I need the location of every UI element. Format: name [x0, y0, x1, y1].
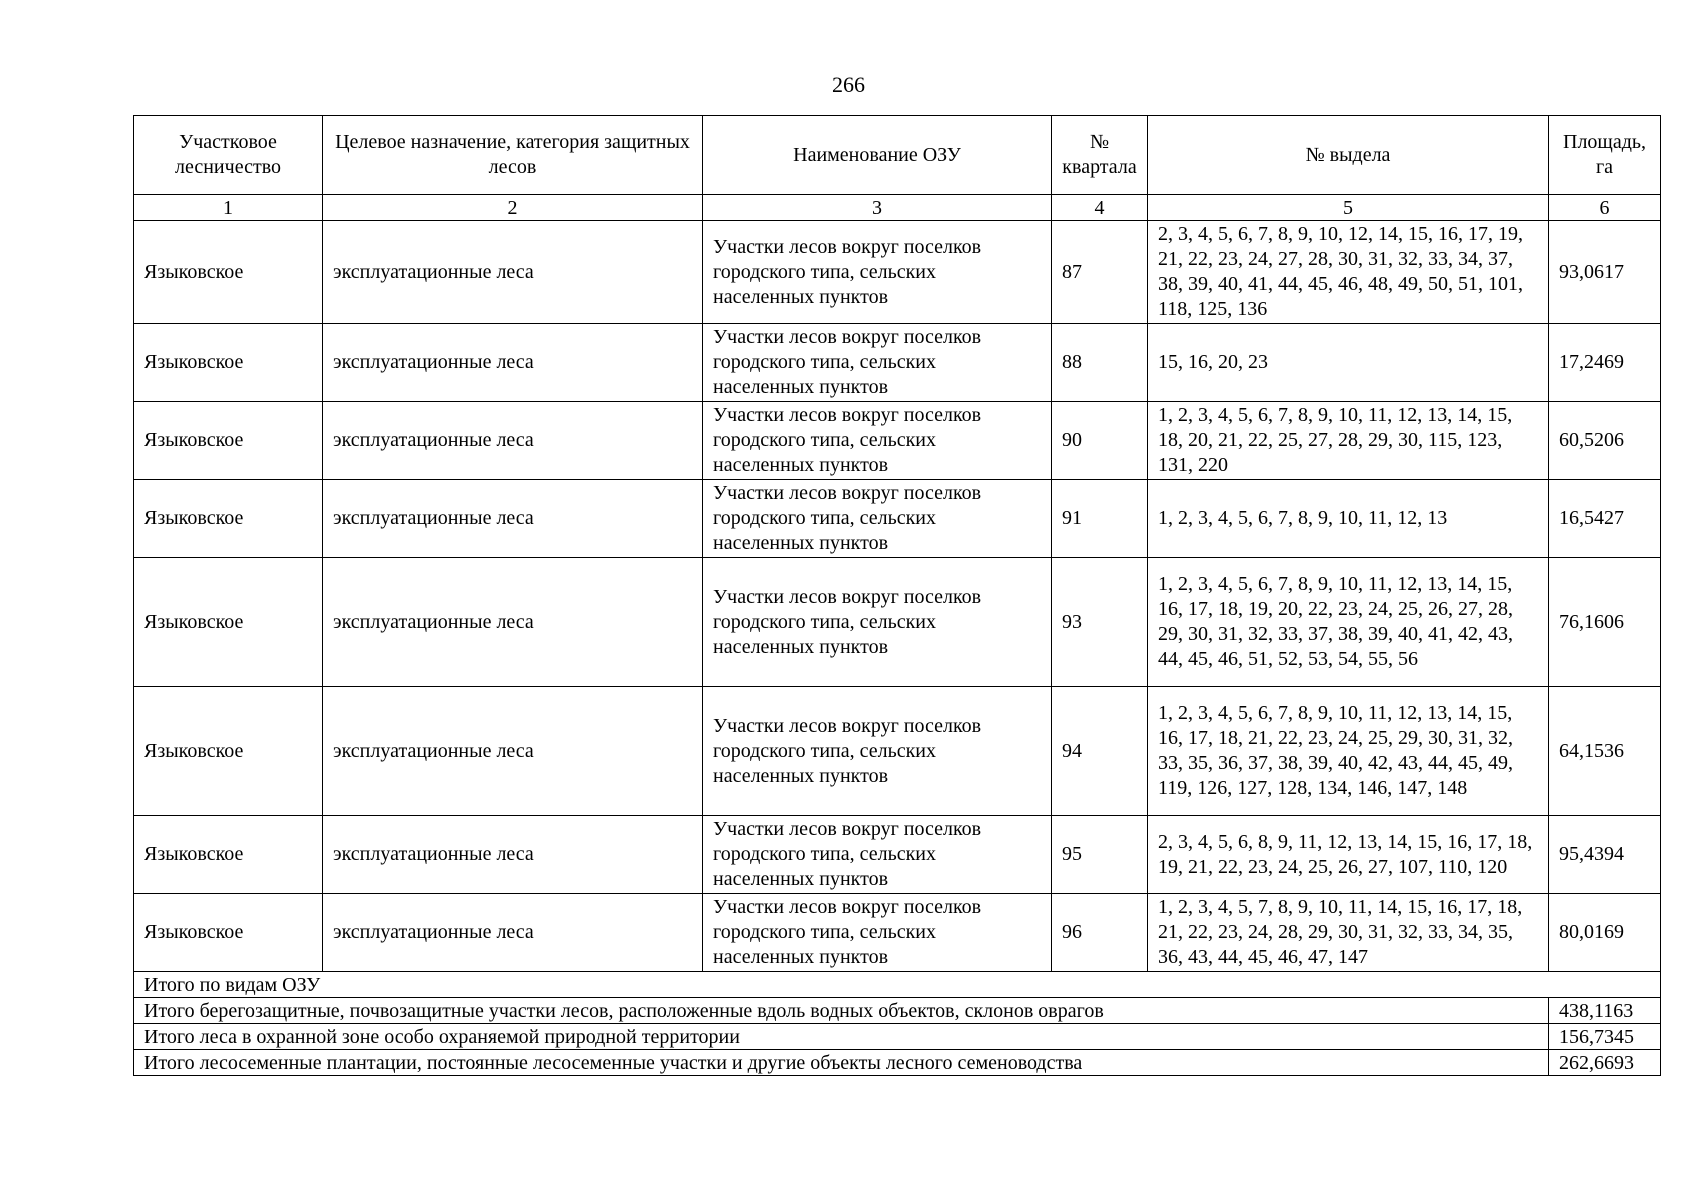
table-row: [134, 402, 1661, 480]
plots-cell: 2, 3, 4, 5, 6, 8, 9, 11, 12, 13, 14, 15, 16, 17, 18, 19, 21, 22, 23, 24, 25, 26, 27, 107, 110, 120: [1148, 816, 1549, 894]
column-number: 5: [1148, 195, 1549, 221]
column-number: 6: [1549, 195, 1661, 221]
area-cell: 16,5427: [1549, 480, 1661, 558]
purpose-cell: эксплуатационные леса: [323, 324, 703, 402]
table-row: [134, 324, 1661, 402]
header-forestry: Участковое лесничество: [134, 116, 323, 195]
ozu-cell: Участки лесов вокруг поселков городского типа, сельских населенных пунктов: [703, 480, 1052, 558]
purpose-cell: эксплуатационные леса: [323, 894, 703, 972]
area-cell: 60,5206: [1549, 402, 1661, 480]
table-row: [134, 221, 1661, 324]
forestry-cell: Языковское: [134, 324, 323, 402]
purpose-cell: эксплуатационные леса: [323, 558, 703, 687]
purpose-cell: эксплуатационные леса: [323, 687, 703, 816]
total-row: [134, 1024, 1661, 1050]
area-cell: 93,0617: [1549, 221, 1661, 324]
column-number: 4: [1052, 195, 1148, 221]
quarter-cell: 93: [1052, 558, 1148, 687]
total-row: [134, 1050, 1661, 1076]
purpose-cell: эксплуатационные леса: [323, 816, 703, 894]
total-label: Итого леса в охранной зоне особо охраняемой природной территории: [134, 1024, 1549, 1050]
ozu-cell: Участки лесов вокруг поселков городского типа, сельских населенных пунктов: [703, 402, 1052, 480]
quarter-cell: 87: [1052, 221, 1148, 324]
plots-cell: 1, 2, 3, 4, 5, 7, 8, 9, 10, 11, 14, 15, 16, 17, 18, 21, 22, 23, 24, 28, 29, 30, 31, 32, 33, 34, 35, 36, 43, 44, 45, 46, 47, 147: [1148, 894, 1549, 972]
ozu-cell: Участки лесов вокруг поселков городского типа, сельских населенных пунктов: [703, 894, 1052, 972]
table-row: [134, 558, 1661, 687]
column-number: 1: [134, 195, 323, 221]
header-plots: № выдела: [1148, 116, 1549, 195]
quarter-cell: 94: [1052, 687, 1148, 816]
ozu-cell: Участки лесов вокруг поселков городского типа, сельских населенных пунктов: [703, 221, 1052, 324]
table-row: [134, 687, 1661, 816]
purpose-cell: эксплуатационные леса: [323, 221, 703, 324]
quarter-cell: 96: [1052, 894, 1148, 972]
plots-cell: 1, 2, 3, 4, 5, 6, 7, 8, 9, 10, 11, 12, 13, 14, 15, 18, 20, 21, 22, 25, 27, 28, 29, 30, 115, 123, 131, 220: [1148, 402, 1549, 480]
ozu-cell: Участки лесов вокруг поселков городского типа, сельских населенных пунктов: [703, 687, 1052, 816]
plots-cell: 1, 2, 3, 4, 5, 6, 7, 8, 9, 10, 11, 12, 13: [1148, 480, 1549, 558]
table-row: [134, 816, 1661, 894]
ozu-cell: Участки лесов вокруг поселков городского типа, сельских населенных пунктов: [703, 558, 1052, 687]
total-value: 438,1163: [1549, 998, 1661, 1024]
header-area: Площадь, га: [1549, 116, 1661, 195]
quarter-cell: 91: [1052, 480, 1148, 558]
header-quarter: № квартала: [1052, 116, 1148, 195]
total-label: Итого берегозащитные, почвозащитные участки лесов, расположенные вдоль водных объектов, склонов оврагов: [134, 998, 1549, 1024]
ozu-table: [133, 115, 1661, 1076]
plots-cell: 1, 2, 3, 4, 5, 6, 7, 8, 9, 10, 11, 12, 13, 14, 15, 16, 17, 18, 21, 22, 23, 24, 25, 29, 30, 31, 32, 33, 35, 36, 37, 38, 39, 40, 42, 43, 44, 45, 49, 119, 126, 127, 128, 134, 146, 147, 148: [1148, 687, 1549, 816]
total-label: Итого лесосеменные плантации, постоянные лесосеменные участки и другие объекты лесного семеноводства: [134, 1050, 1549, 1076]
totals-heading: Итого по видам ОЗУ: [134, 972, 1661, 998]
plots-cell: 1, 2, 3, 4, 5, 6, 7, 8, 9, 10, 11, 12, 13, 14, 15, 16, 17, 18, 19, 20, 22, 23, 24, 25, 26, 27, 28, 29, 30, 31, 32, 33, 37, 38, 39, 40, 41, 42, 43, 44, 45, 46, 51, 52, 53, 54, 55, 56: [1148, 558, 1549, 687]
table-row: [134, 480, 1661, 558]
forestry-cell: Языковское: [134, 480, 323, 558]
area-cell: 95,4394: [1549, 816, 1661, 894]
header-purpose: Целевое назначение, категория защитных лесов: [323, 116, 703, 195]
total-value: 156,7345: [1549, 1024, 1661, 1050]
area-cell: 17,2469: [1549, 324, 1661, 402]
total-value: 262,6693: [1549, 1050, 1661, 1076]
ozu-cell: Участки лесов вокруг поселков городского типа, сельских населенных пунктов: [703, 324, 1052, 402]
forestry-cell: Языковское: [134, 221, 323, 324]
forestry-cell: Языковское: [134, 687, 323, 816]
forestry-cell: Языковское: [134, 402, 323, 480]
table-row: [134, 894, 1661, 972]
plots-cell: 2, 3, 4, 5, 6, 7, 8, 9, 10, 12, 14, 15, 16, 17, 19, 21, 22, 23, 24, 27, 28, 30, 31, 32, 33, 34, 37, 38, 39, 40, 41, 44, 45, 46, 48, 49, 50, 51, 101, 118, 125, 136: [1148, 221, 1549, 324]
quarter-cell: 90: [1052, 402, 1148, 480]
header-row: [134, 116, 1661, 195]
column-number: 3: [703, 195, 1052, 221]
area-cell: 64,1536: [1549, 687, 1661, 816]
forestry-cell: Языковское: [134, 558, 323, 687]
purpose-cell: эксплуатационные леса: [323, 402, 703, 480]
quarter-cell: 95: [1052, 816, 1148, 894]
forestry-cell: Языковское: [134, 816, 323, 894]
totals-heading-row: [134, 972, 1661, 998]
purpose-cell: эксплуатационные леса: [323, 480, 703, 558]
ozu-cell: Участки лесов вокруг поселков городского типа, сельских населенных пунктов: [703, 816, 1052, 894]
quarter-cell: 88: [1052, 324, 1148, 402]
page-number: 266: [832, 72, 865, 97]
forestry-cell: Языковское: [134, 894, 323, 972]
column-number-row: [134, 195, 1661, 221]
plots-cell: 15, 16, 20, 23: [1148, 324, 1549, 402]
area-cell: 76,1606: [1549, 558, 1661, 687]
header-ozu-name: Наименование ОЗУ: [703, 116, 1052, 195]
area-cell: 80,0169: [1549, 894, 1661, 972]
total-row: [134, 998, 1661, 1024]
column-number: 2: [323, 195, 703, 221]
